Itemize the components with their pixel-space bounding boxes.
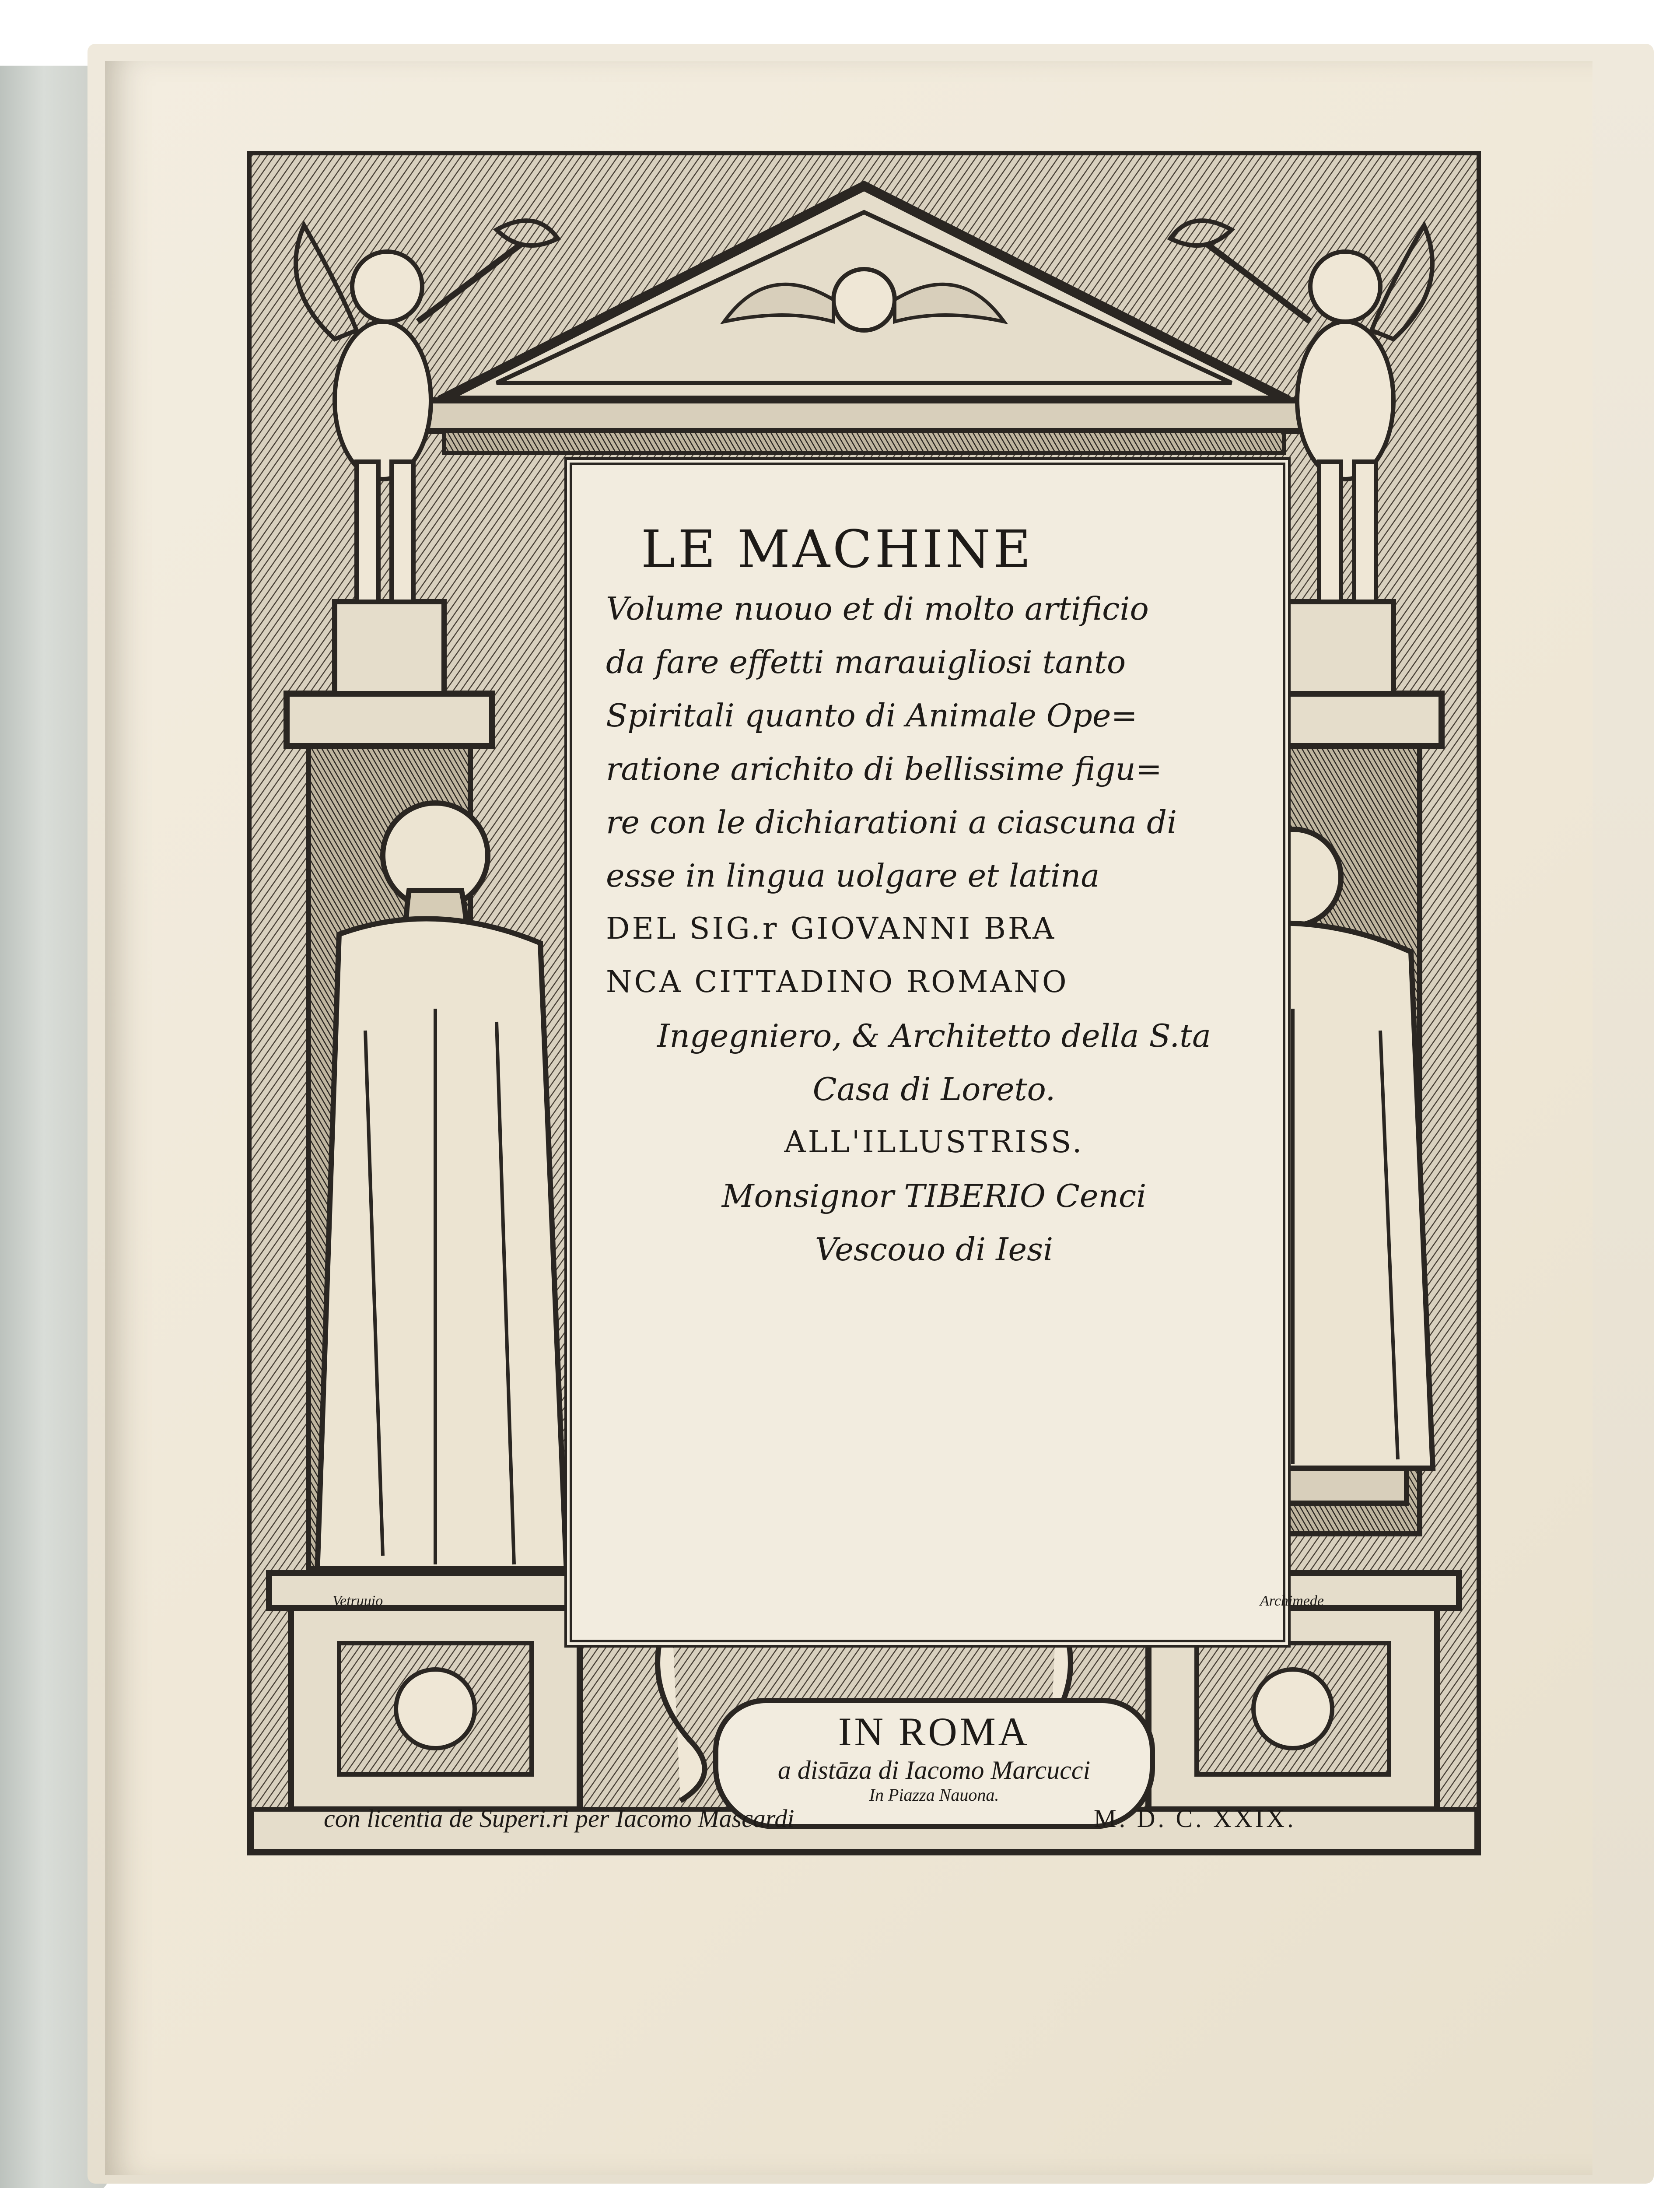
imprint-city: IN ROMA (838, 1709, 1030, 1754)
author-line-1: DEL SIG.r GIOVANNI BRA (606, 912, 1057, 946)
author-line-2: NCA CITTADINO ROMANO (606, 965, 1069, 999)
left-mask-ornament (396, 1669, 475, 1748)
left-figure-caption: Vetruuio (332, 1593, 383, 1609)
dedication-line-1: ALL'ILLUSTRISS. (784, 1125, 1084, 1160)
role-line-1: Ingegniero, & Architetto della S.ta (657, 1017, 1211, 1054)
role-line-2: Casa di Loreto. (812, 1071, 1056, 1108)
publication-year: M. D. C. XXIX. (1094, 1804, 1296, 1833)
imprint-place: In Piazza Nauona. (869, 1785, 999, 1805)
subtitle-line-2: da fare effetti marauigliosi tanto (606, 644, 1126, 680)
subtitle-line-3: Spiritali quanto di Animale Ope= (606, 697, 1138, 734)
license-line: con licentia de Superi.ri per Iacomo Mascardi (324, 1804, 794, 1833)
right-figure-caption: Archimede (1260, 1593, 1324, 1609)
subtitle-line-4: ratione arichito di bellissime figu= (606, 750, 1162, 787)
dedication-line-2: Monsignor TIBERIO Cenci (721, 1178, 1147, 1214)
book-title: LE MACHINE (641, 519, 1034, 579)
title-block (606, 516, 1262, 1276)
subtitle-line-5: re con le dichiarationi a ciascuna di (606, 804, 1177, 841)
subtitle-line-6: esse in lingua uolgare et latina (606, 857, 1100, 894)
right-mask-ornament (1253, 1669, 1332, 1748)
dedication-line-3: Vescouo di Iesi (815, 1231, 1054, 1268)
imprint-publisher: a distāza di Iacomo Marcucci (777, 1756, 1091, 1785)
subtitle-line-1: Volume nuouo et di molto artificio (606, 590, 1149, 627)
